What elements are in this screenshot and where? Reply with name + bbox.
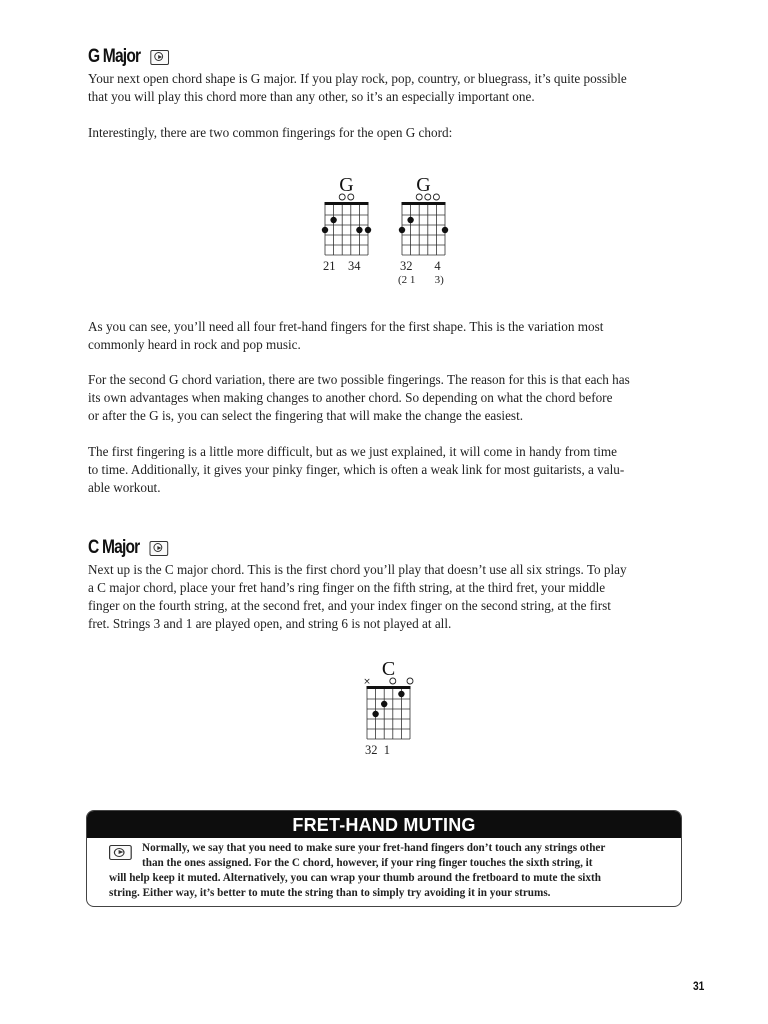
open-string-marker — [407, 678, 413, 684]
finger-dot — [322, 227, 328, 233]
finger-dot — [399, 227, 405, 233]
finger-dot — [356, 227, 362, 233]
sidebar-line: string. Either way, it’s better to mute the string than to simply try avoiding it in your strums. — [109, 887, 551, 899]
text-line: As you can see, you’ll need all four fret-hand fingers for the first shape. This is the variation most — [88, 319, 604, 334]
finger-dot — [381, 701, 387, 707]
g-major-fingering-text — [88, 443, 688, 497]
open-string-marker — [433, 194, 439, 200]
text-line: commonly heard in rock and pop music. — [88, 337, 301, 352]
chord-name: G — [339, 174, 354, 196]
section-title: G Major — [88, 46, 141, 67]
text-line: Your next open chord shape is G major. If you play rock, pop, country, or bluegrass, it’s quite possible — [88, 71, 627, 86]
chord-fingering: 32 1 — [365, 743, 390, 757]
finger-dot — [398, 691, 404, 697]
sidebar-line: than the ones assigned. For the C chord, however, if your ring finger touches the sixth string, it — [142, 857, 593, 869]
sidebar-line: will help keep it muted. Alternatively, you can wrap your thumb around the fretboard to mute the sixth — [109, 872, 601, 884]
text-line: that you will play this chord more than any other, so it’s an especially important one. — [88, 89, 535, 104]
finger-dot — [372, 711, 378, 717]
muted-string-marker: × — [363, 677, 371, 687]
finger-dot — [365, 227, 371, 233]
chord-nut — [402, 202, 446, 205]
text-line: able workout. — [88, 480, 161, 495]
finger-dot — [442, 227, 448, 233]
c-major-intro — [88, 561, 688, 633]
section-heading-c-major — [88, 537, 165, 559]
chord-diagram-svg — [358, 656, 418, 761]
text-line: its own advantages when making changes to another chord. So depending on what the chord before — [88, 390, 613, 405]
chord-diagram-c — [358, 656, 418, 766]
page-number: 31 — [693, 979, 705, 993]
chord-nut — [325, 202, 369, 205]
chord-name: C — [381, 658, 396, 680]
text-line: Next up is the C major chord. This is the first chord you’ll play that doesn’t use all six strings. To play — [88, 562, 627, 577]
chord-alt-fingering: (2 1 3) — [398, 274, 444, 286]
g-major-after-text — [88, 318, 688, 354]
g-major-fingerings-intro — [88, 124, 688, 142]
chord-diagram-g-1 — [316, 172, 376, 287]
fret-hand-muting-sidebar — [86, 810, 682, 907]
chord-fingering: 32 4 — [400, 259, 441, 273]
g-major-second-variation-text — [88, 371, 688, 425]
chord-diagram-svg — [316, 172, 376, 282]
text-line: or after the G is, you can select the fingering that will make the change the easiest. — [88, 408, 524, 423]
sidebar-body — [87, 838, 681, 901]
text-line: The first fingering is a little more difficult, but as we just explained, it will come in handy from time — [88, 444, 617, 459]
text-line: to time. Additionally, it gives your pinky finger, which is often a weak link for most guitarists, a valu- — [88, 462, 625, 477]
sidebar-line: Normally, we say that you need to make sure your fret-hand fingers don’t touch any strings other — [142, 842, 606, 854]
chord-nut — [367, 686, 411, 689]
video-play-icon[interactable] — [109, 845, 132, 860]
text-line: finger on the fourth string, at the second fret, and your index finger on the second string, at the first — [88, 598, 611, 613]
chord-name: G — [416, 174, 431, 196]
text-line: fret. Strings 3 and 1 are played open, and string 6 is not played at all. — [88, 616, 452, 631]
text-line: For the second G chord variation, there are two possible fingerings. The reason for this is that each has — [88, 372, 630, 387]
chord-fingering: 21 34 — [323, 259, 361, 273]
chord-diagram-g-2 — [393, 172, 453, 292]
finger-dot — [407, 217, 413, 223]
g-major-intro — [88, 70, 688, 106]
sidebar-title: FRET-HAND MUTING — [87, 811, 681, 838]
section-title: C Major — [88, 537, 140, 558]
text-line: Interestingly, there are two common fingerings for the open G chord: — [88, 125, 453, 140]
section-heading-g-major — [88, 46, 166, 68]
video-play-icon[interactable] — [150, 50, 169, 65]
finger-dot — [330, 217, 336, 223]
chord-diagram-svg — [393, 172, 453, 287]
video-play-icon[interactable] — [149, 541, 168, 556]
text-line: a C major chord, place your fret hand’s ring finger on the fifth string, at the third fret, your middle — [88, 580, 606, 595]
